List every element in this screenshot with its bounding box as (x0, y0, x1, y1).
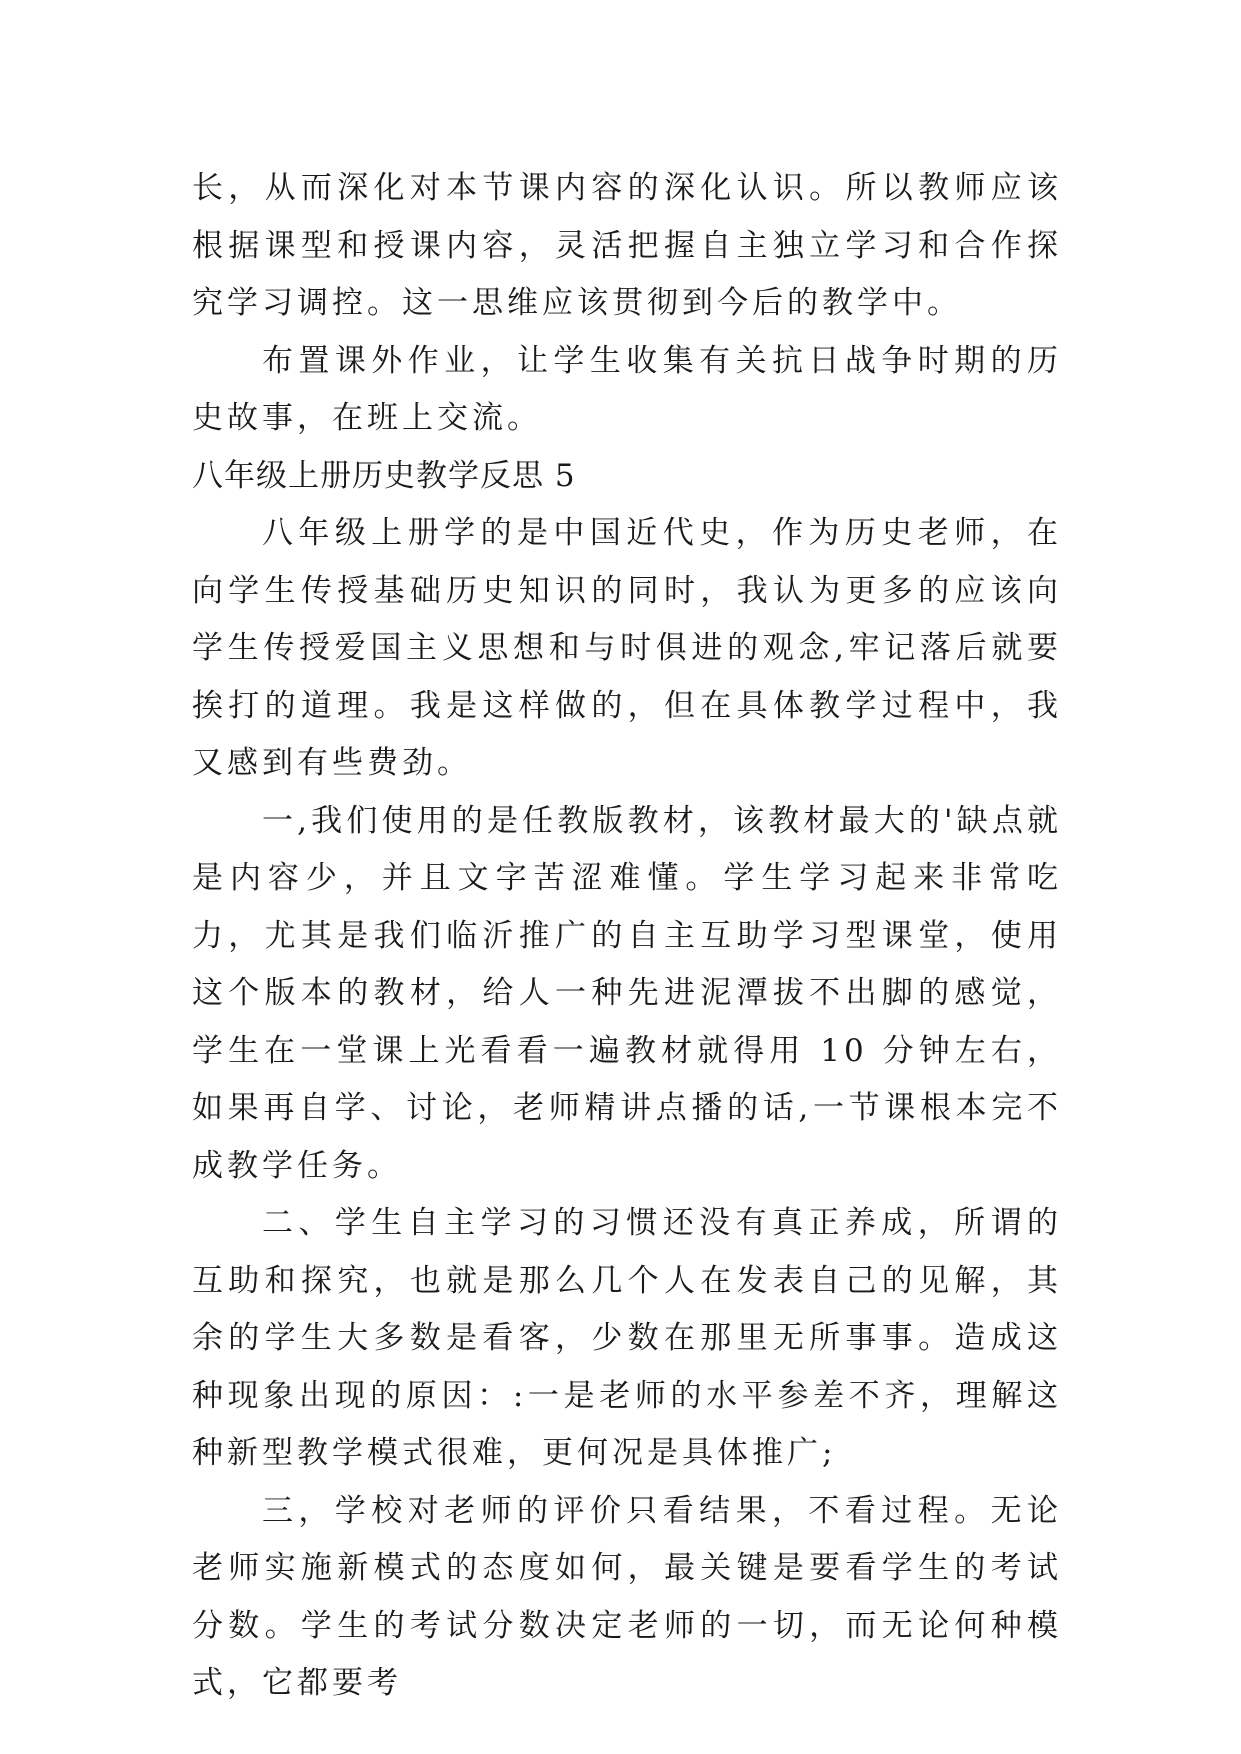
paragraph-intro: 八年级上册学的是中国近代史，作为历史老师，在向学生传授基础历史知识的同时，我认为更多的应该向学生传授爱国主义思想和与时俱进的观念,牢记落后就要挨打的道理。我是这样做的，但在具体教学过程中，我又感到有些费劲。 (192, 515, 1062, 781)
paragraph-point-two: 二、学生自主学习的习惯还没有真正养成，所谓的互助和探究，也就是那么几个人在发表自己的见解，其余的学生大多数是看客，少数在那里无所事事。造成这种现象出现的原因：:一是老师的水平参差不齐，理解这种新型教学模式很难，更何况是具体推广; (192, 1205, 1062, 1471)
paragraph-homework: 布置课外作业，让学生收集有关抗日战争时期的历史故事，在班上交流。 (192, 342, 1062, 436)
document-body (192, 160, 1062, 1713)
paragraph-continuation: 长，从而深化对本节课内容的深化认识。所以教师应该根据课型和授课内容，灵活把握自主独立学习和合作探究学习调控。这一思维应该贯彻到今后的教学中。 (192, 170, 1062, 321)
section-heading: 八年级上册历史教学反思 5 (192, 457, 576, 494)
paragraph-point-one: 一,我们使用的是任教版教材，该教材最大的'缺点就是内容少，并且文字苦涩难懂。学生学习起来非常吃力，尤其是我们临沂推广的自主互助学习型课堂，使用这个版本的教材，给人一种先进泥潭拔不出脚的感觉，学生在一堂课上光看看一遍教材就得用 10 分钟左右，如果再自学、讨论，老师精讲点播的话,一节课根本完不成教学任务。 (192, 802, 1062, 1184)
paragraph-point-three: 三，学校对老师的评价只看结果，不看过程。无论老师实施新模式的态度如何，最关键是要看学生的考试分数。学生的考试分数决定老师的一切，而无论何种模式，它都要考 (192, 1492, 1062, 1701)
